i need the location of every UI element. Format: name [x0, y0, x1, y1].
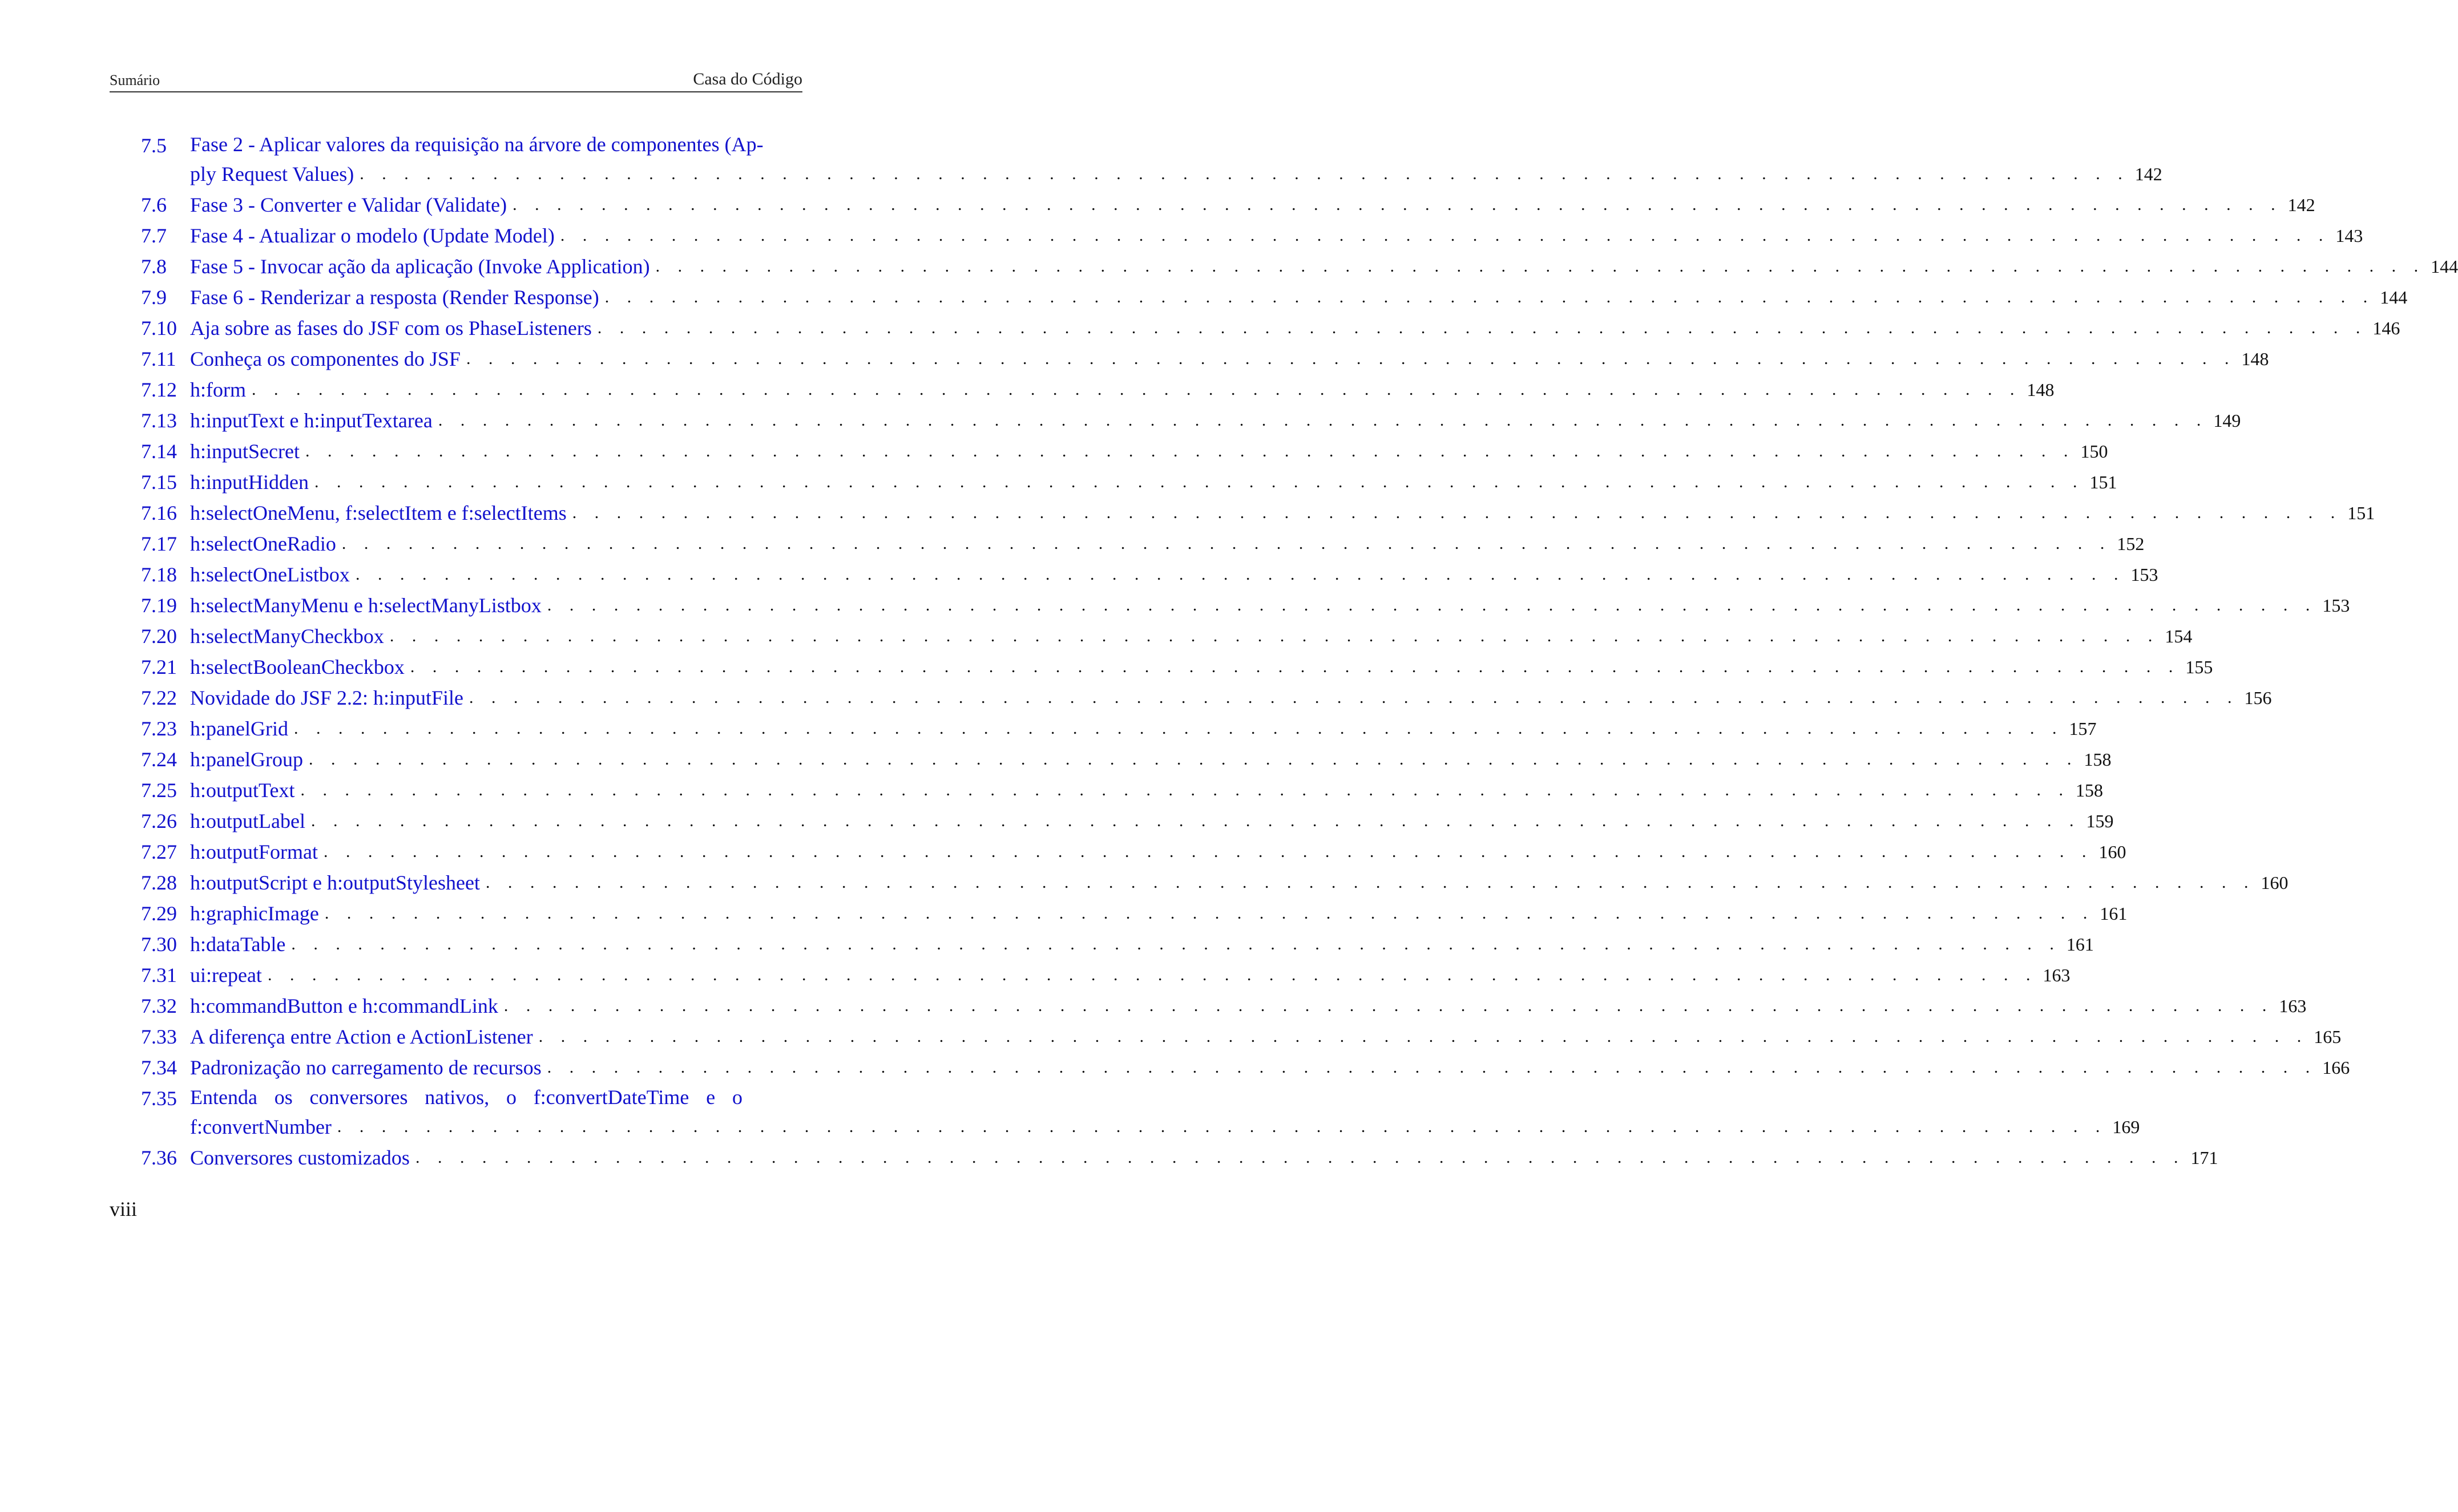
toc-entry-body — [190, 590, 2350, 621]
toc-entry-number[interactable]: 7.7 — [141, 224, 167, 247]
toc-entry-number[interactable]: 7.17 — [141, 532, 177, 555]
toc-entry-title-continuation — [190, 1111, 2140, 1142]
toc-entry-title[interactable]: Conheça os componentes do JSF — [190, 343, 466, 374]
toc-entry-number[interactable]: 7.12 — [141, 378, 177, 401]
toc-entry-number[interactable]: 7.15 — [141, 471, 177, 494]
toc-entry-body — [190, 929, 2094, 960]
toc-entry-title[interactable]: h:outputLabel — [190, 806, 311, 836]
toc-dot-leader: . . . . . . . . . . . . . . . . . . . . . . . . . . . . . . . . . . . . . . . . . . . . . . . . . . . . . . . . . . . . . . . . . . . . . . . . . . . . . . . . — [314, 472, 2084, 491]
toc-entry[interactable] — [110, 867, 2289, 898]
toc-entry-page-number: 158 — [2075, 780, 2103, 801]
toc-entry-body — [190, 836, 2126, 867]
toc-entry-page-number: 161 — [2100, 903, 2128, 924]
toc-entry-title[interactable]: h:selectOneListbox — [190, 559, 356, 590]
toc-entry-body — [190, 1142, 2218, 1173]
toc-entry[interactable] — [110, 467, 2117, 498]
toc-dot-leader: . . . . . . . . . . . . . . . . . . . . . . . . . . . . . . . . . . . . . . . . . . . . . . . . . . . . . . . . . . . . . . . . . . . . . . . . . . . . . . . . — [410, 657, 2180, 676]
toc-entry-page-number: 165 — [2314, 1026, 2342, 1047]
toc-entry-title[interactable]: h:outputFormat — [190, 836, 324, 867]
toc-entry[interactable] — [110, 621, 2193, 652]
toc-dot-leader: . . . . . . . . . . . . . . . . . . . . . . . . . . . . . . . . . . . . . . . . . . . . . . . . . . . . . . . . . . . . . . . . . . . . . . . . . . . . . . . . — [310, 811, 2081, 830]
toc-entry-title[interactable]: Novidade do JSF 2.2: h:inputFile — [190, 682, 469, 713]
toc-entry-page-number: 152 — [2117, 533, 2145, 554]
toc-entry-page-number: 158 — [2084, 749, 2112, 770]
toc-entry[interactable] — [110, 498, 2375, 528]
toc-entry-body — [190, 313, 2400, 343]
toc-entry-title[interactable]: h:selectOneRadio — [190, 528, 342, 559]
toc-dot-leader: . . . . . . . . . . . . . . . . . . . . . . . . . . . . . . . . . . . . . . . . . . . . . . . . . . . . . . . . . . . . . . . . . . . . . . . . . . . . . . . . — [300, 781, 2070, 799]
toc-entry-number[interactable]: 7.30 — [141, 933, 177, 956]
toc-entry-number[interactable]: 7.26 — [141, 810, 177, 832]
toc-entry-page-number: 155 — [2185, 657, 2213, 677]
toc-entry-number[interactable]: 7.33 — [141, 1025, 177, 1048]
toc-entry-title[interactable]: Fase 3 - Converter e Validar (Validate) — [190, 189, 512, 220]
toc-entry-title[interactable]: h:selectManyMenu e h:selectManyListbox — [190, 590, 547, 621]
toc-entry[interactable] — [110, 559, 2158, 590]
toc-entry-title-continuation — [190, 159, 2162, 189]
toc-entry-number[interactable]: 7.23 — [141, 717, 177, 740]
toc-entry-page-number: 142 — [2134, 164, 2162, 184]
page-number: viii — [110, 1198, 138, 1220]
toc-entry-number[interactable]: 7.35 — [141, 1087, 177, 1110]
toc-entry-body — [190, 806, 2114, 836]
toc-entry-title[interactable]: h:form — [190, 374, 252, 405]
toc-entry-page-number: 150 — [2080, 441, 2108, 462]
toc-entry-body — [190, 189, 2315, 220]
toc-entry-body — [190, 405, 2241, 436]
toc-entry-page-number: 166 — [2322, 1057, 2350, 1078]
toc-entry-number[interactable]: 7.24 — [141, 748, 177, 771]
toc-entry-body — [190, 1052, 2350, 1083]
toc-dot-leader: . . . . . . . . . . . . . . . . . . . . . . . . . . . . . . . . . . . . . . . . . . . . . . . . . . . . . . . . . . . . . . . . . . . . . . . . . . . . . . . . — [324, 904, 2094, 923]
toc-entry[interactable] — [110, 836, 2126, 867]
toc-dot-leader: . . . . . . . . . . . . . . . . . . . . . . . . . . . . . . . . . . . . . . . . . . . . . . . . . . . . . . . . . . . . . . . . . . . . . . . . . . . . . . . . — [293, 719, 2064, 738]
toc-entry-number[interactable]: 7.22 — [141, 686, 177, 709]
toc-dot-leader: . . . . . . . . . . . . . . . . . . . . . . . . . . . . . . . . . . . . . . . . . . . . . . . . . . . . . . . . . . . . . . . . . . . . . . . . . . . . . . . . — [466, 349, 2236, 368]
toc-entry[interactable] — [110, 1142, 2218, 1173]
toc-entry-title[interactable]: h:inputSecret — [190, 436, 305, 467]
toc-entry-body — [190, 867, 2289, 898]
toc-dot-leader: . . . . . . . . . . . . . . . . . . . . . . . . . . . . . . . . . . . . . . . . . . . . . . . . . . . . . . . . . . . . . . . . . . . . . . . . . . . . . . . . — [560, 226, 2330, 245]
toc-dot-leader: . . . . . . . . . . . . . . . . . . . . . . . . . . . . . . . . . . . . . . . . . . . . . . . . . . . . . . . . . . . . . . . . . . . . . . . . . . . . . . . . — [355, 565, 2125, 584]
toc-entry-page-number: 160 — [2261, 872, 2289, 893]
toc-dot-leader: . . . . . . . . . . . . . . . . . . . . . . . . . . . . . . . . . . . . . . . . . . . . . . . . . . . . . . . . . . . . . . . . . . . . . . . . . . . . . . . . — [305, 442, 2075, 460]
toc-entry-number[interactable]: 7.20 — [141, 625, 177, 648]
toc-entry-page-number: 157 — [2069, 718, 2097, 739]
toc-entry-number[interactable]: 7.11 — [141, 347, 176, 370]
toc-dot-leader: . . . . . . . . . . . . . . . . . . . . . . . . . . . . . . . . . . . . . . . . . . . . . . . . . . . . . . . . . . . . . . . . . . . . . . . . . . . . . . . . — [485, 873, 2255, 892]
toc-entry-title-word[interactable]: Entenda — [190, 1086, 257, 1109]
toc-entry-number[interactable]: 7.28 — [141, 871, 177, 894]
toc-entry[interactable] — [110, 682, 2272, 713]
toc-entry-page-number: 153 — [2130, 564, 2158, 585]
toc-entry-number[interactable]: 7.13 — [141, 409, 177, 432]
toc-entry-body — [190, 991, 2307, 1021]
toc-entry-title[interactable]: h:selectBooleanCheckbox — [190, 652, 410, 682]
toc-entry-title[interactable]: h:inputHidden — [190, 467, 314, 498]
toc-entry-title[interactable]: h:outputText — [190, 775, 300, 806]
toc-entry-title[interactable]: Fase 5 - Invocar ação da aplicação (Invoke Application) — [190, 251, 656, 282]
toc-entry-number[interactable]: 7.25 — [141, 779, 177, 802]
toc-entry-number[interactable]: 7.18 — [141, 563, 177, 586]
running-header — [110, 67, 802, 92]
toc-entry-body — [190, 436, 2108, 467]
toc-entry-page-number: 143 — [2335, 225, 2363, 246]
toc-entry-body — [190, 1083, 2140, 1142]
toc-entry[interactable] — [110, 313, 2400, 343]
toc-entry[interactable] — [110, 1083, 2140, 1142]
toc-entry[interactable] — [110, 528, 2145, 559]
toc-entry-number[interactable]: 7.21 — [141, 656, 177, 678]
toc-entry-page-number: 160 — [2098, 842, 2126, 862]
toc-entry-body — [190, 220, 2363, 251]
toc-entry[interactable] — [110, 652, 2213, 682]
toc-entry-page-number: 144 — [2380, 287, 2408, 308]
toc-entry-title-line[interactable] — [190, 1083, 742, 1111]
toc-entry-page-number: 148 — [2027, 379, 2055, 400]
toc-entry-title[interactable]: Conversores customizados — [190, 1142, 415, 1173]
toc-entry[interactable] — [110, 436, 2108, 467]
toc-entry[interactable] — [110, 806, 2114, 836]
toc-entry-number[interactable]: 7.8 — [141, 255, 167, 278]
toc-entry-title[interactable]: A diferença entre Action e ActionListener — [190, 1021, 539, 1052]
toc-entry-number[interactable]: 7.19 — [141, 594, 177, 617]
header-section-title: Sumário — [110, 72, 160, 88]
toc-dot-leader: . . . . . . . . . . . . . . . . . . . . . . . . . . . . . . . . . . . . . . . . . . . . . . . . . . . . . . . . . . . . . . . . . . . . . . . . . . . . . . . . — [267, 965, 2037, 984]
toc-dot-leader: . . . . . . . . . . . . . . . . . . . . . . . . . . . . . . . . . . . . . . . . . . . . . . . . . . . . . . . . . . . . . . . . . . . . . . . . . . . . . . . . — [360, 164, 2129, 183]
toc-entry-number[interactable]: 7.31 — [141, 964, 177, 987]
toc-entry-title-word[interactable]: o — [732, 1086, 742, 1109]
toc-entry-title-line[interactable]: Fase 2 - Aplicar valores da requisição na árvore de componentes (Ap- — [190, 133, 764, 156]
toc-entry-title[interactable]: h:inputText e h:inputTextarea — [190, 405, 438, 436]
toc-entry-body — [190, 343, 2269, 374]
toc-dot-leader: . . . . . . . . . . . . . . . . . . . . . . . . . . . . . . . . . . . . . . . . . . . . . . . . . . . . . . . . . . . . . . . . . . . . . . . . . . . . . . . . — [438, 411, 2208, 430]
toc-entry[interactable] — [110, 960, 2070, 991]
toc-entry-title[interactable]: h:dataTable — [190, 929, 291, 960]
toc-dot-leader: . . . . . . . . . . . . . . . . . . . . . . . . . . . . . . . . . . . . . . . . . . . . . . . . . . . . . . . . . . . . . . . . . . . . . . . . . . . . . . . . — [341, 534, 2112, 553]
toc-entry-title[interactable]: ply Request Values) — [190, 159, 360, 189]
toc-entry-body — [190, 744, 2112, 775]
toc-entry[interactable] — [110, 374, 2055, 405]
toc-dot-leader: . . . . . . . . . . . . . . . . . . . . . . . . . . . . . . . . . . . . . . . . . . . . . . . . . . . . . . . . . . . . . . . . . . . . . . . . . . . . . . . . — [324, 842, 2093, 861]
header-publisher: Casa do Código — [693, 70, 802, 88]
toc-entry-page-number: 142 — [2287, 195, 2315, 215]
toc-entry[interactable] — [110, 713, 2097, 744]
toc-entry-page-number: 161 — [2066, 934, 2094, 955]
toc-dot-leader: . . . . . . . . . . . . . . . . . . . . . . . . . . . . . . . . . . . . . . . . . . . . . . . . . . . . . . . . . . . . . . . . . . . . . . . . . . . . . . . . — [251, 380, 2021, 399]
toc-entry[interactable] — [110, 991, 2307, 1021]
toc-entry-title[interactable]: h:commandButton e h:commandLink — [190, 991, 504, 1021]
toc-entry-number[interactable]: 7.32 — [141, 994, 177, 1017]
toc-entry-number[interactable]: 7.5 — [141, 134, 167, 157]
toc-entry-title[interactable]: Padronização no carregamento de recursos — [190, 1052, 547, 1083]
toc-entry[interactable] — [110, 744, 2112, 775]
toc-entry-body — [190, 374, 2055, 405]
toc-entry[interactable] — [110, 251, 2458, 282]
toc-entry-title-word[interactable]: o — [506, 1086, 517, 1109]
toc-entry-title-word[interactable]: nativos, — [425, 1086, 490, 1109]
toc-dot-leader: . . . . . . . . . . . . . . . . . . . . . . . . . . . . . . . . . . . . . . . . . . . . . . . . . . . . . . . . . . . . . . . . . . . . . . . . . . . . . . . . — [291, 935, 2061, 953]
toc-entry[interactable] — [110, 343, 2269, 374]
toc-dot-leader: . . . . . . . . . . . . . . . . . . . . . . . . . . . . . . . . . . . . . . . . . . . . . . . . . . . . . . . . . . . . . . . . . . . . . . . . . . . . . . . . — [512, 195, 2282, 214]
toc-entry[interactable] — [110, 929, 2094, 960]
toc-dot-leader: . . . . . . . . . . . . . . . . . . . . . . . . . . . . . . . . . . . . . . . . . . . . . . . . . . . . . . . . . . . . . . . . . . . . . . . . . . . . . . . . — [308, 750, 2078, 769]
table-of-contents — [110, 130, 2458, 1173]
toc-entry-page-number: 169 — [2112, 1117, 2140, 1137]
toc-entry-body — [190, 898, 2128, 929]
toc-entry-title[interactable]: Aja sobre as fases do JSF com os PhaseListeners — [190, 313, 598, 343]
toc-entry[interactable] — [110, 405, 2241, 436]
toc-entry-title[interactable]: f:convertNumber — [190, 1111, 337, 1142]
toc-entry-page-number: 151 — [2347, 503, 2375, 523]
toc-entry-body — [190, 251, 2458, 282]
toc-entry-number[interactable]: 7.27 — [141, 840, 177, 863]
toc-dot-leader: . . . . . . . . . . . . . . . . . . . . . . . . . . . . . . . . . . . . . . . . . . . . . . . . . . . . . . . . . . . . . . . . . . . . . . . . . . . . . . . . — [337, 1117, 2107, 1136]
toc-dot-leader: . . . . . . . . . . . . . . . . . . . . . . . . . . . . . . . . . . . . . . . . . . . . . . . . . . . . . . . . . . . . . . . . . . . . . . . . . . . . . . . . — [604, 288, 2375, 306]
toc-entry-page-number: 153 — [2322, 595, 2350, 616]
toc-entry-page-number: 159 — [2086, 811, 2114, 831]
toc-entry-title[interactable]: h:graphicImage — [190, 898, 325, 929]
toc-entry-number[interactable]: 7.9 — [141, 286, 167, 309]
toc-entry-page-number: 156 — [2244, 688, 2272, 708]
toc-entry-page-number: 146 — [2372, 318, 2400, 338]
toc-entry-number[interactable]: 7.6 — [141, 193, 167, 216]
toc-entry[interactable] — [110, 1021, 2342, 1052]
toc-entry-page-number: 149 — [2213, 410, 2241, 431]
toc-entry-body — [190, 775, 2103, 806]
toc-entry-title[interactable]: Fase 4 - Atualizar o modelo (Update Model) — [190, 220, 560, 251]
toc-dot-leader: . . . . . . . . . . . . . . . . . . . . . . . . . . . . . . . . . . . . . . . . . . . . . . . . . . . . . . . . . . . . . . . . . . . . . . . . . . . . . . . . — [572, 503, 2342, 522]
toc-entry-page-number: 148 — [2241, 349, 2269, 369]
toc-entry-title[interactable]: h:selectOneMenu, f:selectItem e f:selectItems — [190, 498, 572, 528]
toc-entry[interactable] — [110, 775, 2103, 806]
toc-entry-body — [190, 713, 2097, 744]
toc-entry-body — [190, 130, 2162, 189]
toc-entry-body — [190, 559, 2158, 590]
toc-entry-page-number: 151 — [2089, 472, 2117, 492]
toc-entry-body — [190, 652, 2213, 682]
toc-dot-leader: . . . . . . . . . . . . . . . . . . . . . . . . . . . . . . . . . . . . . . . . . . . . . . . . . . . . . . . . . . . . . . . . . . . . . . . . . . . . . . . . — [655, 257, 2425, 276]
toc-dot-leader: . . . . . . . . . . . . . . . . . . . . . . . . . . . . . . . . . . . . . . . . . . . . . . . . . . . . . . . . . . . . . . . . . . . . . . . . . . . . . . . . — [469, 688, 2239, 707]
toc-entry-number[interactable]: 7.16 — [141, 502, 177, 524]
toc-entry-number[interactable]: 7.29 — [141, 902, 177, 925]
toc-entry-title[interactable]: h:selectManyCheckbox — [190, 621, 390, 652]
toc-entry-title-word[interactable]: conversores — [309, 1086, 408, 1109]
toc-dot-leader: . . . . . . . . . . . . . . . . . . . . . . . . . . . . . . . . . . . . . . . . . . . . . . . . . . . . . . . . . . . . . . . . . . . . . . . . . . . . . . . . — [415, 1148, 2185, 1167]
toc-entry-number[interactable]: 7.10 — [141, 317, 177, 339]
toc-entry[interactable] — [110, 282, 2408, 313]
toc-dot-leader: . . . . . . . . . . . . . . . . . . . . . . . . . . . . . . . . . . . . . . . . . . . . . . . . . . . . . . . . . . . . . . . . . . . . . . . . . . . . . . . . — [538, 1027, 2308, 1046]
toc-entry[interactable] — [110, 1052, 2350, 1083]
toc-entry-body — [190, 960, 2070, 991]
toc-entry-number[interactable]: 7.36 — [141, 1146, 177, 1169]
toc-entry-title[interactable]: h:panelGroup — [190, 744, 309, 775]
toc-entry[interactable] — [110, 130, 2162, 189]
toc-entry[interactable] — [110, 189, 2315, 220]
toc-entry-title[interactable]: ui:repeat — [190, 960, 268, 991]
toc-dot-leader: . . . . . . . . . . . . . . . . . . . . . . . . . . . . . . . . . . . . . . . . . . . . . . . . . . . . . . . . . . . . . . . . . . . . . . . . . . . . . . . . — [547, 1058, 2317, 1077]
toc-entry-page-number: 144 — [2431, 256, 2458, 277]
toc-entry-body — [190, 621, 2193, 652]
toc-entry[interactable] — [110, 898, 2128, 929]
toc-entry[interactable] — [110, 220, 2363, 251]
toc-entry-page-number: 171 — [2190, 1147, 2218, 1168]
toc-entry-page-number: 154 — [2165, 626, 2193, 646]
toc-entry-body — [190, 467, 2117, 498]
toc-entry-title-word[interactable]: os — [274, 1086, 293, 1109]
toc-entry-body — [190, 528, 2145, 559]
toc-entry-page-number: 163 — [2279, 996, 2307, 1016]
toc-dot-leader: . . . . . . . . . . . . . . . . . . . . . . . . . . . . . . . . . . . . . . . . . . . . . . . . . . . . . . . . . . . . . . . . . . . . . . . . . . . . . . . . — [503, 996, 2274, 1015]
toc-dot-leader: . . . . . . . . . . . . . . . . . . . . . . . . . . . . . . . . . . . . . . . . . . . . . . . . . . . . . . . . . . . . . . . . . . . . . . . . . . . . . . . . — [547, 596, 2317, 614]
toc-entry-body — [190, 498, 2375, 528]
toc-dot-leader: . . . . . . . . . . . . . . . . . . . . . . . . . . . . . . . . . . . . . . . . . . . . . . . . . . . . . . . . . . . . . . . . . . . . . . . . . . . . . . . . — [597, 318, 2367, 337]
toc-entry[interactable] — [110, 590, 2350, 621]
toc-entry-body — [190, 282, 2408, 313]
toc-entry-title[interactable]: h:outputScript e h:outputStylesheet — [190, 867, 486, 898]
toc-entry-number[interactable]: 7.14 — [141, 440, 177, 463]
toc-entry-title-word[interactable]: f:convertDateTime — [533, 1086, 689, 1109]
toc-entry-body — [190, 1021, 2342, 1052]
toc-dot-leader: . . . . . . . . . . . . . . . . . . . . . . . . . . . . . . . . . . . . . . . . . . . . . . . . . . . . . . . . . . . . . . . . . . . . . . . . . . . . . . . . — [389, 626, 2160, 645]
toc-entry-title[interactable]: h:panelGrid — [190, 713, 294, 744]
toc-entry-title-word[interactable]: e — [706, 1086, 716, 1109]
toc-entry-page-number: 163 — [2043, 965, 2070, 985]
toc-entry-number[interactable]: 7.34 — [141, 1056, 177, 1079]
toc-entry-title[interactable]: Fase 6 - Renderizar a resposta (Render Response) — [190, 282, 605, 313]
toc-entry-body — [190, 682, 2272, 713]
